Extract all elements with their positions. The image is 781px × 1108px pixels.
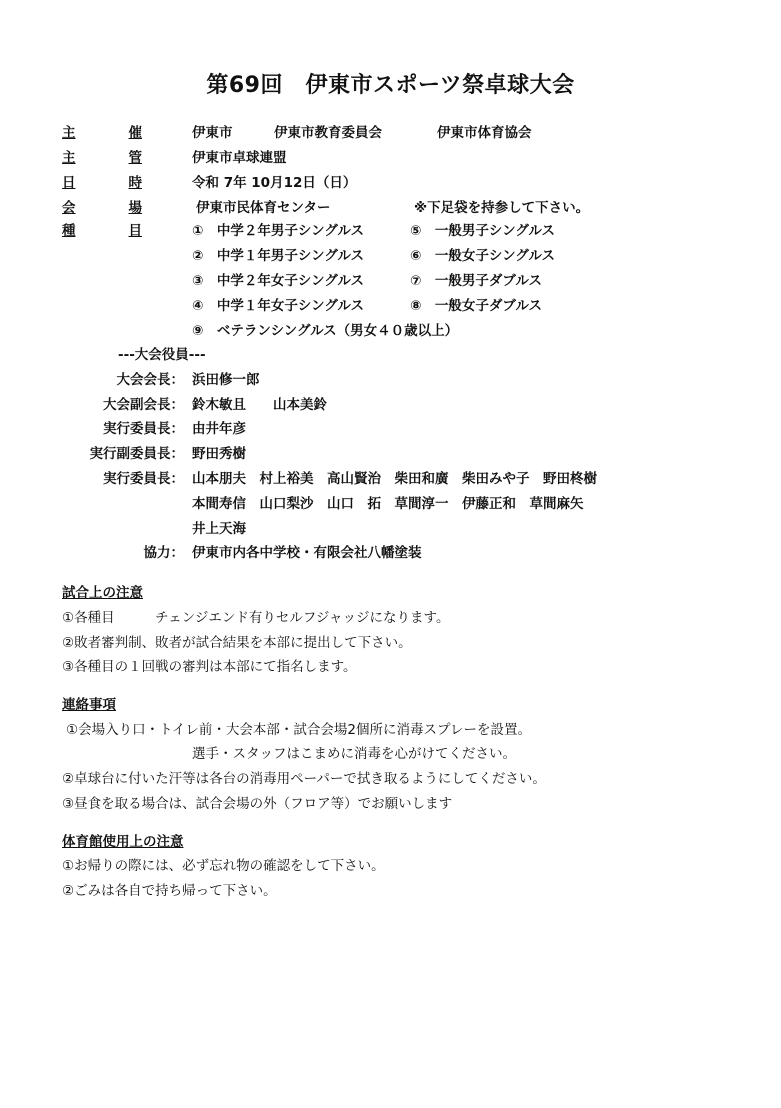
cooperation-value: 伊東市内各中学校・有限会社八幡塗装 [192,545,422,561]
event-item: ⑥ 一般女子シングルス [410,248,556,264]
label-shumoku: 種 目 [62,223,142,239]
vice-president-label: 大会副会長： [103,397,184,413]
president-name: 浜田修一郎 [192,372,260,388]
event-item: ⑤ 一般男子シングルス [410,223,556,239]
match-notes-heading: 試合上の注意 [62,585,143,601]
committee-members-label: 実行委員長： [103,471,184,487]
president-label: 大会会長： [116,372,184,388]
event-date: 令和 7年 10月12日（日） [192,175,357,191]
event-item: ⑦ 一般男子ダブルス [410,273,542,289]
event-item: ④ 中学１年女子シングルス [192,298,365,314]
event-item: ③ 中学２年女子シングルス [192,273,365,289]
label-kaijo: 会 場 [62,200,142,216]
managing-org: 伊東市卓球連盟 [192,150,287,166]
committee-members-line: 本間寿信 山口梨沙 山口 拓 草間淳一 伊藤正和 草間麻矢 [192,496,584,512]
organizer-2: 伊東市教育委員会 [274,125,382,141]
vice-president-names: 鈴木敏且 山本美鈴 [192,397,327,413]
event-item: ⑧ 一般女子ダブルス [410,298,542,314]
match-note-item: ③各種目の１回戦の審判は本部にて指名します。 [62,659,357,675]
gym-item: ①お帰りの際には、必ず忘れ物の確認をして下さい。 [62,858,385,874]
committee-chair-name: 由井年彦 [192,421,246,437]
label-nichiji: 日 時 [62,175,142,191]
match-note-item: ②敗者審判制、敗者が試合結果を本部に提出して下さい。 [62,635,412,651]
contact-item: ②卓球台に付いた汗等は各台の消毒用ペーパーで拭き取るようにしてください。 [62,771,546,787]
event-item: ⑨ ベテランシングルス（男女４０歳以上） [192,323,459,339]
venue-note: ※下足袋を持参して下さい。 [414,200,590,216]
committee-vice-label: 実行副委員長： [89,446,184,462]
committee-members-line: 井上天海 [192,521,246,537]
committee-members-line: 山本朋夫 村上裕美 高山賢治 柴田和廣 柴田みや子 野田柊樹 [192,471,597,487]
match-note-item: ①各種目 チェンジエンド有りセルフジャッジになります。 [62,610,450,626]
gym-heading: 体育館使用上の注意 [62,834,184,850]
contact-item: ①会場入り口・トイレ前・大会本部・試合会場2個所に消毒スプレーを設置。 [66,722,531,738]
event-item: ① 中学２年男子シングルス [192,223,365,239]
committee-vice-name: 野田秀樹 [192,446,246,462]
contact-heading: 連絡事項 [62,697,116,713]
committee-chair-label: 実行委員長： [103,421,184,437]
contact-item: ③昼食を取る場合は、試合会場の外（フロア等）でお願いします [62,796,453,812]
label-shusai: 主 催 [62,125,142,141]
organizer-1: 伊東市 [192,125,233,141]
event-item: ② 中学１年男子シングルス [192,248,365,264]
venue: 伊東市民体育センター [196,200,331,216]
organizer-3: 伊東市体育協会 [437,125,532,141]
contact-item: 選手・スタッフはこまめに消毒を心がけてください。 [192,746,516,762]
officials-heading: ---大会役員--- [118,347,206,363]
gym-item: ②ごみは各自で持ち帰って下さい。 [62,883,277,899]
cooperation-label: 協力： [143,545,184,561]
label-shukan: 主 管 [62,150,142,166]
document-title: 第69回 伊東市スポーツ祭卓球大会 [206,73,575,98]
